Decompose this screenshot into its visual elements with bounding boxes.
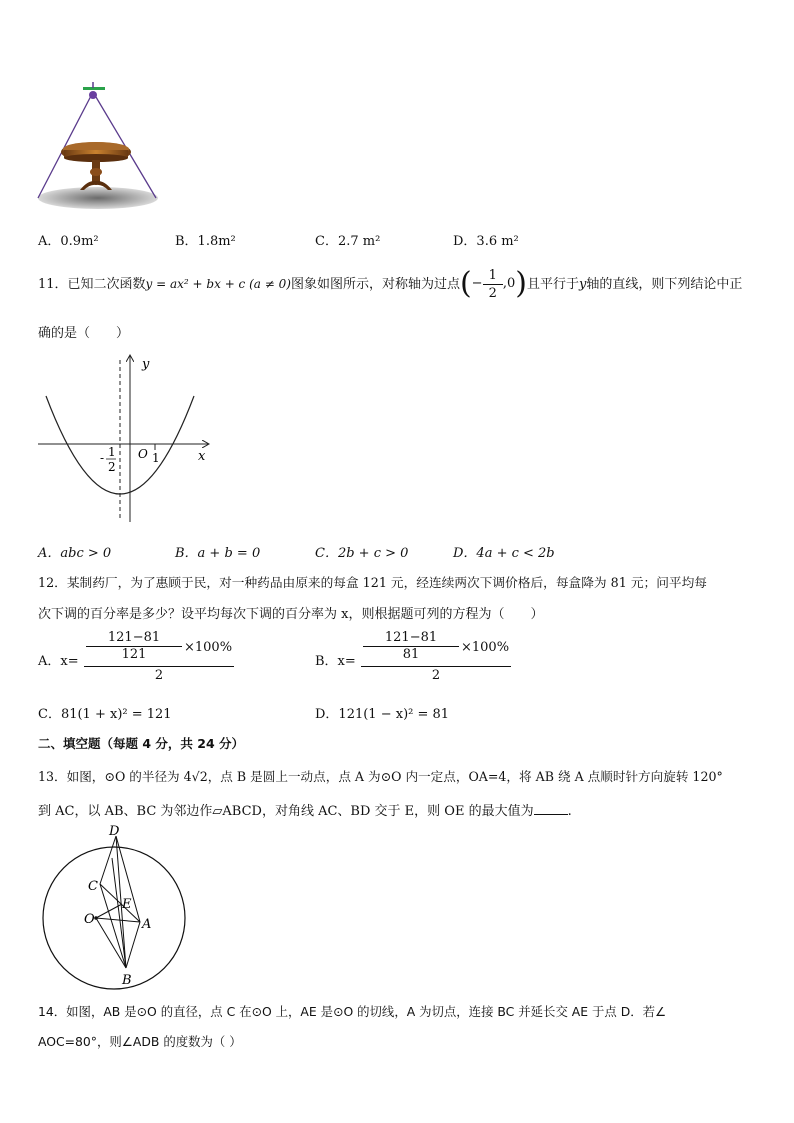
q12-b-percent: ×100% — [461, 640, 510, 655]
q12-b-mid: 81 — [402, 647, 420, 662]
q12-b-numerator: 121−81 — [384, 630, 438, 645]
q11-y-var: y — [579, 277, 587, 292]
x-axis-label: x — [198, 449, 206, 464]
y-axis-label: y — [142, 357, 150, 372]
label-e: E — [122, 897, 132, 912]
q12-stem-line1: 12．某制药厂，为了惠顾于民，对一种药品由原来的每盒 121 元，经连续两次下调价格后，每盒降为 81 元；问平均每 — [38, 575, 707, 590]
q13-answer-blank[interactable] — [534, 804, 568, 815]
q12-option-d[interactable]: D．121(1 − x)² = 81 — [315, 707, 450, 722]
q12-a-outer-fraction — [84, 630, 234, 685]
q10-option-d[interactable]: D．3.6 m² — [453, 234, 519, 249]
q12-a-numerator: 121−81 — [107, 630, 161, 645]
q11-text-d: 轴的直线，则下列结论中正 — [586, 277, 743, 292]
section-heading-fill-blank: 二、填空题（每题 4 分，共 24 分） — [38, 736, 245, 751]
label-o: O — [84, 912, 95, 927]
half-numerator: 1 — [108, 445, 116, 459]
half-minus: - — [100, 451, 105, 465]
q11-option-d[interactable]: D．4a + c < 2b — [453, 546, 555, 561]
q12-b-denominator: 2 — [431, 668, 441, 683]
q12-option-b[interactable] — [315, 630, 510, 690]
label-b: B — [122, 973, 132, 988]
q11-text-b: 图象如图所示，对称轴为过点 — [290, 277, 460, 292]
q14-stem-line1: 14．如图，AB 是⊙O 的直径，点 C 在⊙O 上，AE 是⊙O 的切线，A 为切点，连接 BC 并延长交 AE 于点 D．若∠ — [38, 1004, 667, 1019]
q13-construction-lines — [96, 836, 140, 968]
circle-o — [43, 847, 185, 989]
q13-circle-figure — [36, 822, 196, 992]
lamp-bar — [83, 87, 105, 90]
q11-option-c[interactable]: C．2b + c > 0 — [315, 546, 409, 561]
q13-stem-text: 到 AC，以 AB、BC 为邻边作▱ABCD，对角线 AC、BD 交于 E，则 OE 的最大值为 — [38, 804, 534, 819]
q11-text-c: 且平行于 — [526, 277, 579, 292]
origin-label: O — [138, 447, 148, 461]
q11-parabola-graph — [34, 352, 214, 524]
q11-stem-line1 — [38, 266, 742, 302]
q14-stem-line2: AOC=80°，则∠ADB 的度数为（ ） — [38, 1034, 242, 1049]
floor-shadow — [38, 187, 158, 209]
q13-stem-line1: 13．如图，⊙O 的半径为 4√2，点 B 是圆上一动点，点 A 为⊙O 内一定点，OA=4，将 AB 绕 A 点顺时针方向旋转 120° — [38, 769, 723, 784]
q13-stem-line2 — [38, 800, 572, 819]
q11-option-a[interactable]: A．abc > 0 — [38, 546, 112, 561]
q12-a-denominator: 2 — [154, 668, 164, 683]
q10-option-a[interactable]: A．0.9m² — [38, 234, 99, 249]
q11-point: (− $\frac{1}{2}$ ,0) — [459, 266, 527, 302]
q11-stem-line2: 确的是（ ） — [38, 326, 130, 341]
q12-b-prefix: B．x= — [315, 654, 356, 669]
q13-stem-end: . — [567, 804, 572, 819]
q12-option-c[interactable]: C．81(1 + x)² = 121 — [38, 707, 172, 722]
q12-stem-line2: 次下调的百分率是多少？设平均每次下调的百分率为 x，则根据题可列的方程为（ ） — [38, 607, 544, 622]
label-a: A — [142, 917, 152, 932]
q11-point-fraction: $\frac{1}{2}$ — [483, 267, 503, 302]
q10-option-c[interactable]: C．2.7 m² — [315, 234, 381, 249]
q11-option-b[interactable]: B．a + b = 0 — [175, 546, 261, 561]
lamp-bulb — [89, 91, 97, 99]
q12-option-a[interactable] — [38, 630, 233, 690]
q12-a-mid: 121 — [121, 647, 147, 662]
q12-a-prefix: A．x= — [38, 654, 79, 669]
q12-b-outer-fraction — [361, 630, 511, 685]
label-d: D — [109, 824, 120, 839]
q11-formula: y = ax² + bx + c (a ≠ 0) — [145, 277, 291, 291]
q12-a-percent: ×100% — [184, 640, 233, 655]
q11-text-a: 11．已知二次函数 — [38, 277, 146, 292]
tick-one-label: 1 — [152, 451, 160, 465]
lamp-table-figure — [34, 80, 164, 212]
half-denominator: 2 — [108, 460, 116, 474]
label-c: C — [88, 879, 98, 894]
q10-option-b[interactable]: B．1.8m² — [175, 234, 236, 249]
